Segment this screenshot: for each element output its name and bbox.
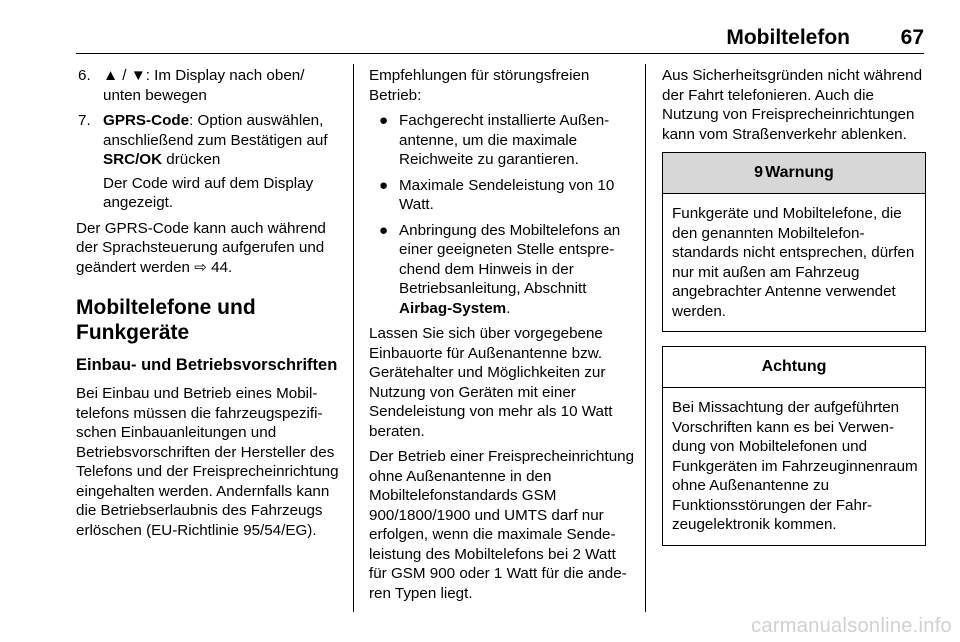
column-1 <box>76 66 342 546</box>
header-rule <box>76 53 924 54</box>
column-2 <box>369 66 635 609</box>
bullet-tail: . <box>506 299 511 317</box>
warning-icon: 9 <box>754 164 764 181</box>
page-title: Mobiltelefon <box>726 26 850 49</box>
paragraph <box>76 219 342 278</box>
list-item-7 <box>76 111 342 170</box>
paragraph: Aus Sicherheitsgründen nicht während der Fahrt telefonieren. Auch die Nutzung von Freisprecheinrichtungen kann vom Straßenverkehr ablenken. <box>662 67 923 143</box>
section-heading: Mobiltelefone und Funkgeräte <box>76 296 256 344</box>
bullet-item <box>369 221 635 319</box>
warning-header <box>663 153 925 194</box>
list-text: : Option auswählen, anschließend zum Bestätigen auf <box>103 112 328 149</box>
airbag-system-label: Airbag-System <box>399 299 507 317</box>
caution-header <box>663 347 925 388</box>
column-divider-1 <box>353 64 354 612</box>
page-reference: ⇨ 44. <box>194 258 233 276</box>
subsection-heading: Einbau- und Betriebsvorschriften <box>76 356 338 374</box>
bullet-text: Anbringung des Mobiltelefons an einer geeigneten Stelle entsprechend dem Hinweis in der Betriebsanleitung, Abschnitt <box>399 221 621 297</box>
list-item-6 <box>76 66 342 105</box>
list-item-7-note: Der Code wird auf dem Display angezeigt. <box>103 174 314 211</box>
bullet-dot: ● <box>379 112 389 129</box>
bullet-item <box>369 111 635 170</box>
list-text: ▲ / ▼: Im Display nach oben/ unten bewegen <box>103 67 305 104</box>
bullet-text: Maximale Sendeleistung von 10 Watt. <box>399 176 615 213</box>
watermark: carmanualsonline.info <box>751 615 952 637</box>
warning-title: Warnung <box>765 164 834 181</box>
paragraph: Bei Einbau und Betrieb eines Mobiltelefons müssen die fahrzeugspezifischen Einbauanleitungen und Betriebsvorschriften der Hersteller des Telefons und der Freisprecheinrichtung eingehalten werden. Andernfalls kann die Betriebserlaubnis des Fahrzeugs erlöschen (EU-Richtlinie 95/54/EG). <box>76 385 339 539</box>
caution-title: Achtung <box>761 358 827 375</box>
paragraph-text: Der GPRS-Code kann auch während der Sprachsteuerung aufgerufen und geändert werden <box>76 219 326 276</box>
bullet-dot: ● <box>379 221 389 239</box>
list-number: 6. <box>78 67 91 84</box>
caution-text: Bei Missachtung der aufgeführten Vorschriften kann es bei Verwendung von Mobiltelefonen und Funkgeräten im Fahrzeuginnenraum ohne Außenantenne zu Funktionsstörungen der Fahrzeugelektronik kommen. <box>672 399 918 533</box>
paragraph: Der Betrieb einer Freisprecheinrichtung ohne Außenantenne in den Mobiltelefonstandards GSM 900/1800/1900 und UMTS darf nur erfolgen, wenn die maximale Sendeleistung des Mobiltelefons bei 2 Watt für GSM 900 oder 1 Watt für die anderen Typen liegt. <box>369 448 635 602</box>
list-number: 7. <box>78 112 91 129</box>
column-divider-2 <box>645 64 646 612</box>
bullet-dot: ● <box>379 176 389 194</box>
warning-text: Funkgeräte und Mobiltelefone, die den genannten Mobiltelefonstandards nicht entsprechen, dürfen nur mit außen am Fahrzeug angebrachter Antenne verwendet werden. <box>672 205 915 320</box>
warning-box <box>662 152 926 332</box>
paragraph: Empfehlungen für störungsfreien Betrieb: <box>369 67 590 104</box>
bullet-text: Fachgerecht installierte Außenantenne, um die maximale Reichweite zu garantieren. <box>399 112 610 168</box>
page-number: 67 <box>900 26 924 49</box>
list-text-tail: drücken <box>162 151 221 168</box>
page-header <box>76 26 924 52</box>
bullet-item <box>369 176 635 215</box>
column-3 <box>662 66 926 546</box>
src-ok-label: SRC/OK <box>103 151 163 168</box>
paragraph: Lassen Sie sich über vorgegebene Einbauorte für Außenantenne bzw. Gerätehalter und Möglichkeiten zur Nutzung von Geräten mit einer Sendeleistung von mehr als 10 Watt beraten. <box>369 325 613 440</box>
gprs-code-label: GPRS-Code <box>103 112 190 129</box>
caution-box <box>662 346 926 546</box>
